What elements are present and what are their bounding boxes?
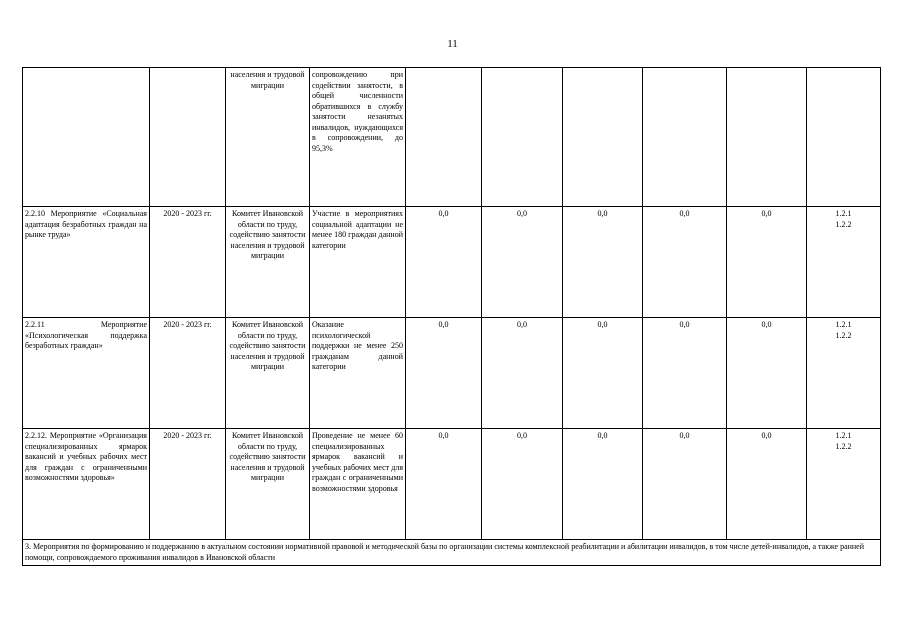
code: 1.2.2 bbox=[835, 330, 852, 340]
cell-value: 0,0 bbox=[727, 207, 807, 318]
section-3-title: 3. Мероприятия по формированию и поддержанию в актуальном состоянии нормативной правовой и методической базы по организации системы комплексной реабилитации и абилитации инвалидов, в том числе детей-инвалидов, а также ранней помощи, сопровождаемого проживания инвалидов в Ивановской области bbox=[23, 540, 881, 566]
cell-name: 2.2.10 Мероприятие «Социальная адаптация безработных граждан на рынке труда» bbox=[23, 207, 150, 318]
cell-value: 0,0 bbox=[563, 207, 643, 318]
cell-period bbox=[150, 68, 226, 207]
cell-codes bbox=[807, 429, 881, 540]
code: 1.2.1 bbox=[835, 209, 852, 218]
cell-result: сопровождению при содействии занятости, в общей численности обратившихся в службу занятости незанятых инвалидов, нуждающихся в сопровождении, до 95,3% bbox=[310, 68, 406, 207]
section-header-row bbox=[23, 540, 881, 566]
cell-result: Оказание психологической поддержки не менее 250 гражданам данной категории bbox=[310, 318, 406, 429]
cell-name: 2.2.11 Мероприятие «Психологическая поддержка безработных граждан» bbox=[23, 318, 150, 429]
code: 1.2.2 bbox=[835, 219, 852, 229]
cell-value: 0,0 bbox=[406, 318, 482, 429]
program-table bbox=[22, 67, 881, 566]
cell-value: 0,0 bbox=[643, 318, 727, 429]
table-row bbox=[23, 429, 881, 540]
cell-codes bbox=[807, 318, 881, 429]
cell-value: 0,0 bbox=[482, 318, 563, 429]
cell-value: 0,0 bbox=[482, 429, 563, 540]
cell-executor: Комитет Ивановской области по труду, содействию занятости населения и трудовой миграции bbox=[226, 429, 310, 540]
cell-value bbox=[563, 68, 643, 207]
cell-value: 0,0 bbox=[563, 429, 643, 540]
cell-value: 0,0 bbox=[727, 429, 807, 540]
cell-name: 2.2.12. Мероприятие «Организация специализированных ярмарок вакансий и учебных рабочих мест для граждан с ограниченными возможностями здоровья» bbox=[23, 429, 150, 540]
cell-executor: населения и трудовой миграции bbox=[226, 68, 310, 207]
cell-value bbox=[482, 68, 563, 207]
code: 1.2.1 bbox=[835, 320, 852, 329]
cell-result: Участие в мероприятиях социальной адаптации не менее 180 граждан данной категории bbox=[310, 207, 406, 318]
cell-value: 0,0 bbox=[482, 207, 563, 318]
cell-period: 2020 - 2023 гг. bbox=[150, 207, 226, 318]
code: 1.2.2 bbox=[835, 441, 852, 451]
cell-codes bbox=[807, 207, 881, 318]
cell-period: 2020 - 2023 гг. bbox=[150, 429, 226, 540]
cell-value bbox=[727, 68, 807, 207]
code: 1.2.1 bbox=[835, 431, 852, 440]
cell-value: 0,0 bbox=[406, 207, 482, 318]
cell-value: 0,0 bbox=[563, 318, 643, 429]
table-row bbox=[23, 68, 881, 207]
cell-value: 0,0 bbox=[643, 207, 727, 318]
page-number: 11 bbox=[447, 38, 458, 50]
cell-codes bbox=[807, 68, 881, 207]
table-row bbox=[23, 207, 881, 318]
cell-period: 2020 - 2023 гг. bbox=[150, 318, 226, 429]
cell-value bbox=[406, 68, 482, 207]
cell-executor: Комитет Ивановской области по труду, содействию занятости населения и трудовой миграции bbox=[226, 207, 310, 318]
table-row bbox=[23, 318, 881, 429]
cell-value: 0,0 bbox=[727, 318, 807, 429]
cell-value: 0,0 bbox=[406, 429, 482, 540]
cell-value: 0,0 bbox=[643, 429, 727, 540]
cell-name bbox=[23, 68, 150, 207]
cell-result: Проведение не менее 60 специализированных ярмарок вакансий и учебных рабочих мест для граждан с ограниченными возможностями здоровья bbox=[310, 429, 406, 540]
cell-executor: Комитет Ивановской области по труду, содействию занятости населения и трудовой миграции bbox=[226, 318, 310, 429]
cell-value bbox=[643, 68, 727, 207]
